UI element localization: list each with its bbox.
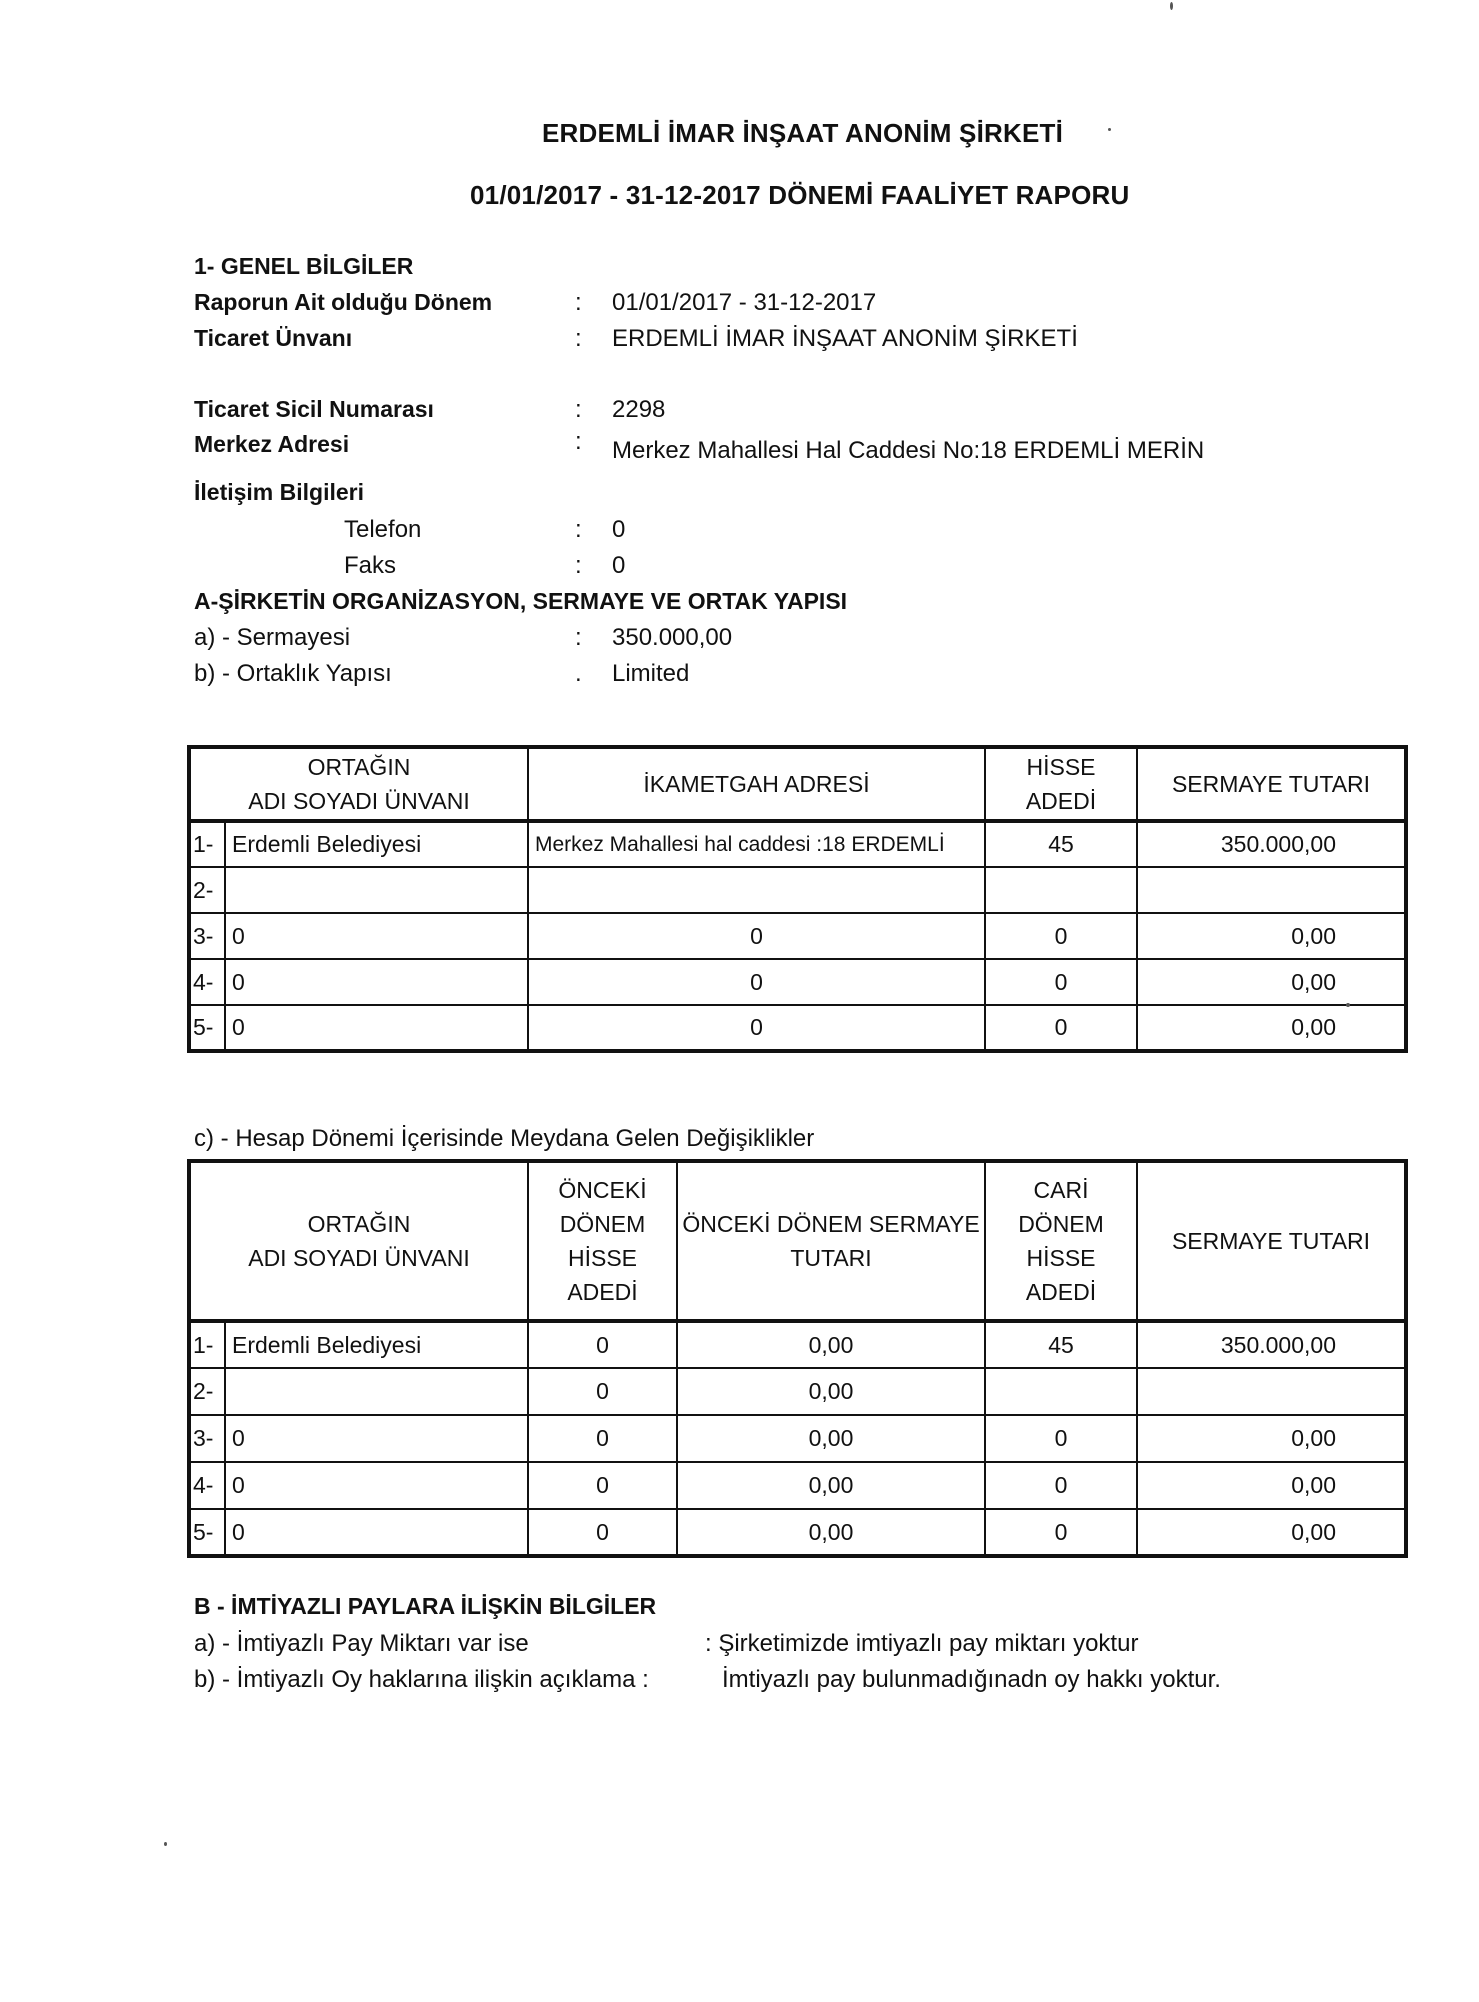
row-number: 3- xyxy=(189,913,225,959)
partner-name: 0 xyxy=(225,1462,528,1509)
row-number: 2- xyxy=(189,1368,225,1415)
field-sep-ownership: . xyxy=(575,660,582,687)
partner-name xyxy=(225,1368,528,1415)
header-cur-shares-line1: CARİ xyxy=(1033,1177,1089,1203)
header-partner-line2: ADI SOYADI ÜNVANI xyxy=(248,788,470,814)
capital: 0,00 xyxy=(1137,1415,1406,1462)
field-label-trade-name: Ticaret Ünvanı xyxy=(194,325,353,351)
scan-speck xyxy=(164,1842,167,1846)
scan-speck xyxy=(1108,128,1111,131)
field-label-capital: a) - Sermayesi xyxy=(194,624,351,651)
partner-address: Merkez Mahallesi hal caddesi :18 ERDEMLİ xyxy=(528,821,985,867)
header-prev-shares-line4: ADEDİ xyxy=(567,1279,638,1305)
section-b-heading: B - İMTİYAZLI PAYLARA İLİŞKİN BİLGİLER xyxy=(194,1593,657,1619)
contact-value-fax: 0 xyxy=(612,552,626,579)
scan-speck xyxy=(1170,2,1173,10)
table-row xyxy=(189,1321,1406,1368)
field-value-capital: 350.000,00 xyxy=(612,624,733,651)
header-partner xyxy=(189,1161,528,1321)
partner-capital: 350.000,00 xyxy=(1137,821,1406,867)
header-partner-line2: ADI SOYADI ÜNVANI xyxy=(248,1245,470,1271)
partners-table-header xyxy=(189,747,1406,821)
field-label-ownership: b) - Ortaklık Yapısı xyxy=(194,660,392,687)
partner-capital: 0,00 xyxy=(1137,913,1406,959)
header-prev-capital xyxy=(677,1161,985,1321)
section-b-label-a: a) - İmtiyazlı Pay Miktarı var ise xyxy=(194,1630,529,1657)
table-row xyxy=(189,1368,1406,1415)
prev-capital: 0,00 xyxy=(677,1462,985,1509)
report-title: 01/01/2017 - 31-12-2017 DÖNEMİ FAALİYET RAPORU xyxy=(470,180,1130,210)
header-partner-line1: ORTAĞIN xyxy=(307,754,411,780)
field-sep-address: : xyxy=(575,428,582,455)
row-number: 1- xyxy=(189,1321,225,1368)
prev-capital: 0,00 xyxy=(677,1509,985,1556)
header-partner-line1: ORTAĞIN xyxy=(307,1211,411,1237)
contact-sep-phone: : xyxy=(575,516,582,543)
row-number: 3- xyxy=(189,1415,225,1462)
partner-name: 0 xyxy=(225,1509,528,1556)
prev-capital: 0,00 xyxy=(677,1321,985,1368)
field-label-period: Raporun Ait olduğu Dönem xyxy=(194,289,493,315)
row-number: 4- xyxy=(189,1462,225,1509)
contact-label-phone: Telefon xyxy=(344,516,422,543)
partner-name: 0 xyxy=(225,959,528,1005)
row-number: 5- xyxy=(189,1509,225,1556)
prev-capital: 0,00 xyxy=(677,1368,985,1415)
table-row xyxy=(189,821,1406,867)
row-number: 5- xyxy=(189,1005,225,1051)
field-label-address: Merkez Adresi xyxy=(194,431,350,457)
header-prev-capital-line1: ÖNCEKİ DÖNEM SERMAYE xyxy=(682,1211,980,1237)
table-row xyxy=(189,867,1406,913)
section-b-label-b: b) - İmtiyazlı Oy haklarına ilişkin açıklama : xyxy=(194,1666,649,1693)
field-value-registry-no: 2298 xyxy=(612,396,666,423)
changes-table-header xyxy=(189,1161,1406,1321)
field-value-address: Merkez Mahallesi Hal Caddesi No:18 ERDEMLİ MERİN xyxy=(612,437,1205,464)
header-prev-shares-line3: HİSSE xyxy=(567,1245,638,1271)
prev-capital: 0,00 xyxy=(677,1415,985,1462)
partner-capital: 0,00 xyxy=(1137,1005,1406,1051)
table-row xyxy=(189,1462,1406,1509)
field-value-ownership: Limited xyxy=(612,660,690,687)
table-row xyxy=(189,913,1406,959)
partner-name: 0 xyxy=(225,1415,528,1462)
table-row xyxy=(189,1509,1406,1556)
header-prev-shares xyxy=(528,1161,677,1321)
partner-address: 0 xyxy=(528,913,985,959)
header-prev-shares-line2: DÖNEM xyxy=(559,1211,646,1237)
header-prev-capital-line2: TUTARI xyxy=(790,1245,872,1271)
partner-address: 0 xyxy=(528,1005,985,1051)
partners-table xyxy=(187,745,1408,1053)
header-prev-shares-line1: ÖNCEKİ xyxy=(558,1177,647,1203)
section-b-value-a: : Şirketimizde imtiyazlı pay miktarı yoktur xyxy=(705,1630,1139,1657)
prev-shares: 0 xyxy=(528,1321,677,1368)
capital: 0,00 xyxy=(1137,1462,1406,1509)
field-value-trade-name: ERDEMLİ İMAR İNŞAAT ANONİM ŞİRKETİ xyxy=(612,325,1078,352)
partner-name: 0 xyxy=(225,913,528,959)
field-sep-capital: : xyxy=(575,624,582,651)
general-section-heading: 1- GENEL BİLGİLER xyxy=(194,253,414,279)
scan-speck xyxy=(1346,1003,1350,1007)
row-number: 1- xyxy=(189,821,225,867)
field-sep-registry-no: : xyxy=(575,396,582,423)
table-row xyxy=(189,1415,1406,1462)
partner-capital xyxy=(1137,867,1406,913)
partner-address: 0 xyxy=(528,959,985,1005)
partner-shares xyxy=(985,867,1137,913)
prev-shares: 0 xyxy=(528,1509,677,1556)
section-a-heading: A-ŞİRKETİN ORGANİZASYON, SERMAYE VE ORTAK YAPISI xyxy=(194,588,848,614)
header-address: İKAMETGAH ADRESİ xyxy=(528,747,985,821)
header-partner xyxy=(189,747,528,821)
field-sep-period: : xyxy=(575,289,582,316)
field-value-period: 01/01/2017 - 31-12-2017 xyxy=(612,289,877,316)
partner-name: Erdemli Belediyesi xyxy=(225,1321,528,1368)
header-cur-shares-line3: HİSSE ADEDİ xyxy=(1025,1245,1097,1305)
partner-address xyxy=(528,867,985,913)
header-cur-shares xyxy=(985,1161,1137,1321)
contact-heading: İletişim Bilgileri xyxy=(194,479,364,505)
header-shares: HİSSE ADEDİ xyxy=(985,747,1137,821)
contact-value-phone: 0 xyxy=(612,516,626,543)
partner-shares: 45 xyxy=(985,821,1137,867)
contact-label-fax: Faks xyxy=(344,552,397,579)
partner-capital: 0,00 xyxy=(1137,959,1406,1005)
table-row xyxy=(189,959,1406,1005)
row-number: 2- xyxy=(189,867,225,913)
prev-shares: 0 xyxy=(528,1462,677,1509)
header-capital: SERMAYE TUTARI xyxy=(1137,1161,1406,1321)
header-capital: SERMAYE TUTARI xyxy=(1137,747,1406,821)
partner-shares: 0 xyxy=(985,1005,1137,1051)
partner-name: Erdemli Belediyesi xyxy=(225,821,528,867)
capital: 350.000,00 xyxy=(1137,1321,1406,1368)
changes-table-caption: c) - Hesap Dönemi İçerisinde Meydana Gelen Değişiklikler xyxy=(194,1125,815,1152)
capital xyxy=(1137,1368,1406,1415)
cur-shares: 0 xyxy=(985,1509,1137,1556)
header-cur-shares-line2: DÖNEM xyxy=(1018,1211,1104,1237)
prev-shares: 0 xyxy=(528,1368,677,1415)
changes-table xyxy=(187,1159,1408,1558)
partner-shares: 0 xyxy=(985,959,1137,1005)
prev-shares: 0 xyxy=(528,1415,677,1462)
company-title: ERDEMLİ İMAR İNŞAAT ANONİM ŞİRKETİ xyxy=(542,118,1064,148)
field-label-registry-no: Ticaret Sicil Numarası xyxy=(194,396,434,422)
section-b-value-b: İmtiyazlı pay bulunmadığınadn oy hakkı yoktur. xyxy=(722,1666,1221,1693)
partner-shares: 0 xyxy=(985,913,1137,959)
cur-shares: 0 xyxy=(985,1415,1137,1462)
partner-name: 0 xyxy=(225,1005,528,1051)
cur-shares: 0 xyxy=(985,1462,1137,1509)
partner-name xyxy=(225,867,528,913)
cur-shares: 45 xyxy=(985,1321,1137,1368)
cur-shares xyxy=(985,1368,1137,1415)
table-row xyxy=(189,1005,1406,1051)
field-sep-trade-name: : xyxy=(575,325,582,352)
capital: 0,00 xyxy=(1137,1509,1406,1556)
row-number: 4- xyxy=(189,959,225,1005)
contact-sep-fax: : xyxy=(575,552,582,579)
